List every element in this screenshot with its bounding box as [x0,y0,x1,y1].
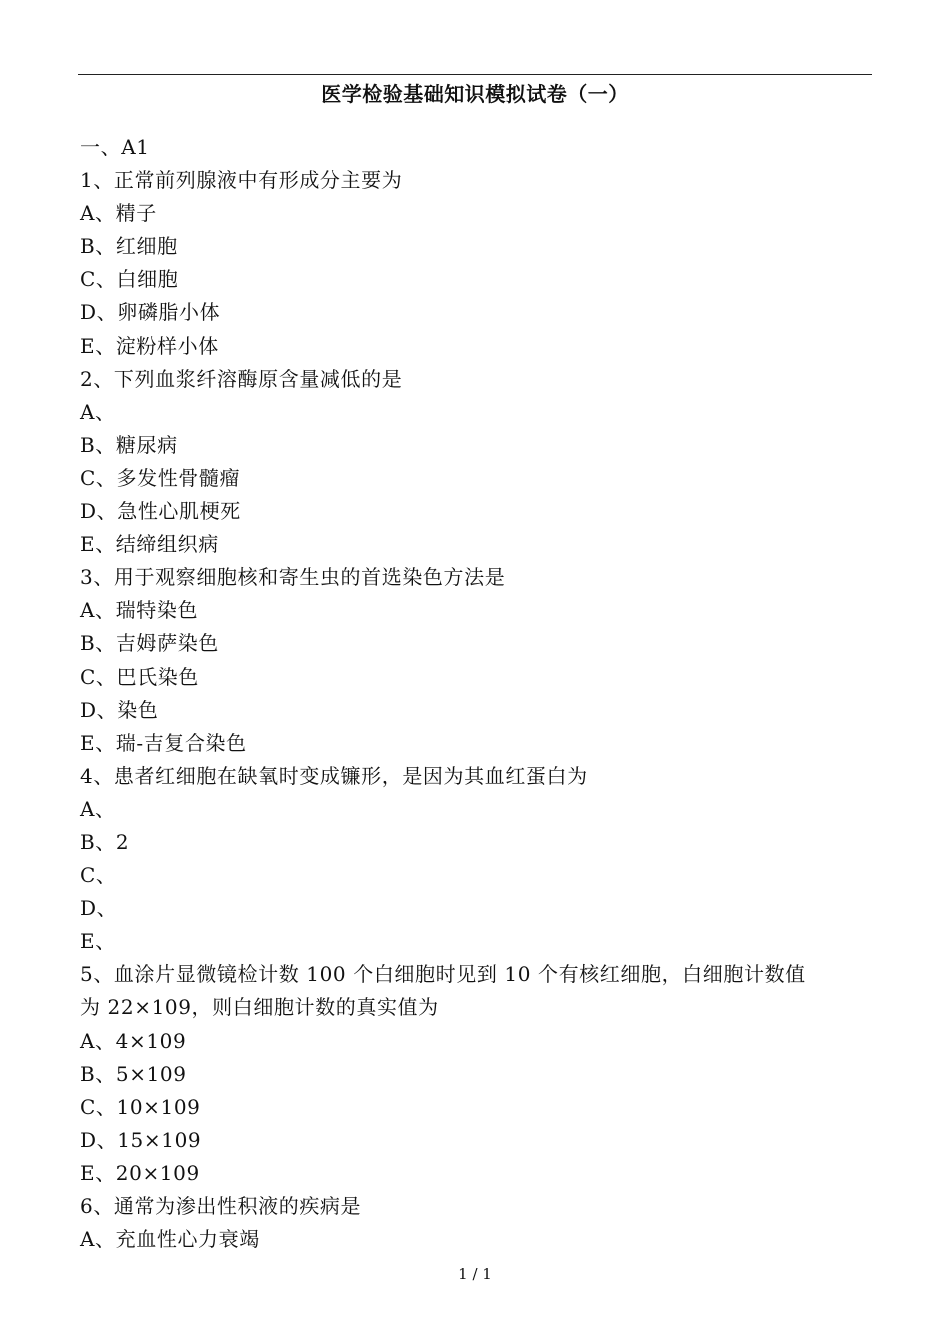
option-line: D、15×109 [80,1127,202,1152]
option-line: E、瑞-吉复合染色 [80,730,247,755]
document-body [80,131,870,1256]
question-3: 3、用于观察细胞核和寄生虫的首选染色方法是 [80,565,506,590]
option-line: E、 [80,929,116,954]
option-line: D、急性心肌梗死 [80,499,241,524]
header-rule [78,74,872,75]
question-5: 5、血涂片显微镜检计数 100 个白细胞时见到 10 个有核红细胞，白细胞计数值 [80,962,806,987]
option-line: B、5×109 [80,1061,187,1086]
question-4: 4、患者红细胞在缺氧时变成镰形，是因为其血红蛋白为 [80,763,588,788]
option-line: C、白细胞 [80,267,179,292]
option-line: C、 [80,863,117,888]
section-heading: 一、A1 [80,135,150,159]
page-number: 1 / 1 [458,1265,492,1283]
option-line: A、瑞特染色 [80,598,199,623]
document-title: 医学检验基础知识模拟试卷（一） [321,82,629,106]
option-line: A、4×109 [80,1028,187,1053]
question-1: 1、正常前列腺液中有形成分主要为 [80,168,403,193]
option-line: A、充血性心力衰竭 [80,1227,260,1252]
question-5-continued: 为 22×109，则白细胞计数的真实值为 [80,995,439,1020]
question-2: 2、下列血浆纤溶酶原含量减低的是 [80,366,403,391]
option-line: A、 [80,796,116,821]
option-line: C、多发性骨髓瘤 [80,465,241,490]
option-line: E、结缔组织病 [80,532,219,557]
option-line: C、10×109 [80,1094,201,1119]
option-line: B、吉姆萨染色 [80,631,219,656]
option-line: B、红细胞 [80,234,178,259]
option-line: D、 [80,896,118,921]
option-line: C、巴氏染色 [80,664,199,689]
question-6: 6、通常为渗出性积液的疾病是 [80,1194,362,1218]
option-line: D、染色 [80,697,159,722]
option-line: A、精子 [80,201,157,226]
option-line: E、淀粉样小体 [80,333,219,358]
option-line: D、卵磷脂小体 [80,300,221,325]
option-line: B、糖尿病 [80,432,178,457]
option-line: A、 [80,399,116,424]
option-line: B、2 [80,829,130,854]
option-line: E、20×109 [80,1160,200,1185]
